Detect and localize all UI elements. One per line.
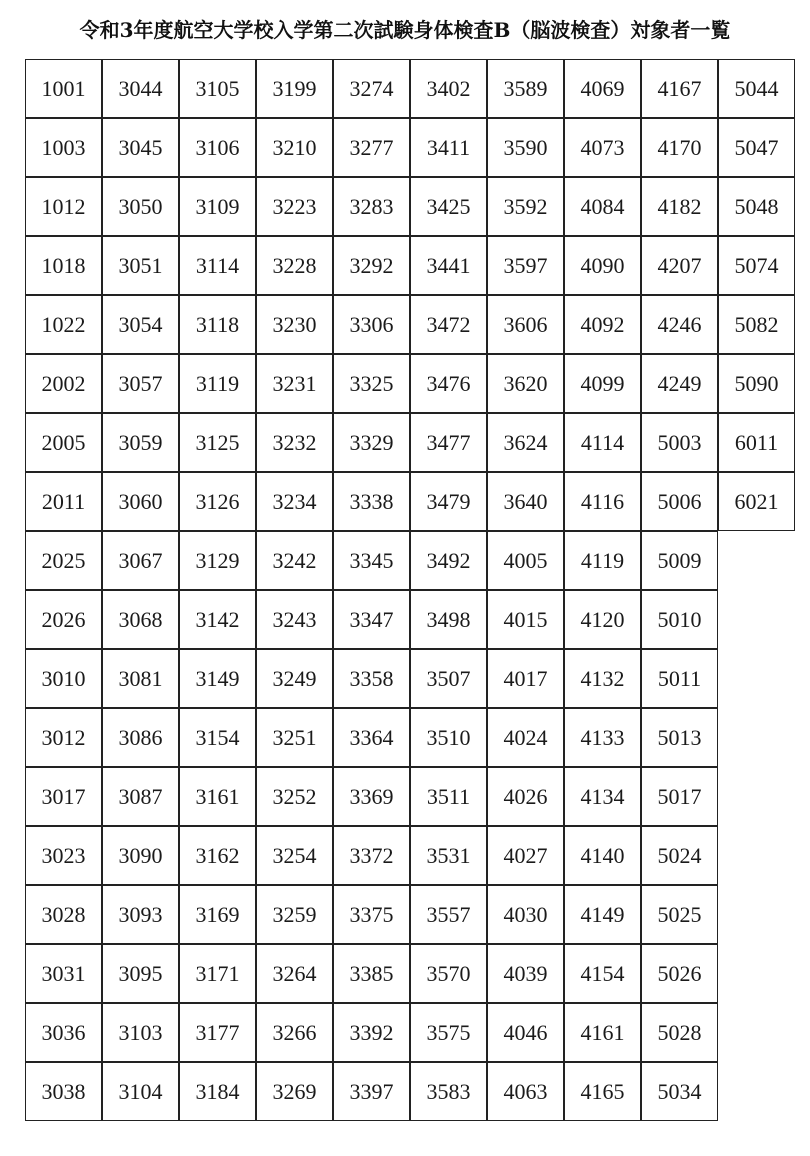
table-cell: 3507 (410, 649, 487, 708)
table-cell: 3010 (25, 649, 102, 708)
table-cell: 3372 (333, 826, 410, 885)
table-cell: 3068 (102, 590, 179, 649)
table-cell: 3338 (333, 472, 410, 531)
table-cell: 3177 (179, 1003, 256, 1062)
table-cell: 3269 (256, 1062, 333, 1121)
table-cell: 3044 (102, 59, 179, 118)
table-cell: 3060 (102, 472, 179, 531)
table-cell: 3472 (410, 295, 487, 354)
table-cell: 4133 (564, 708, 641, 767)
table-cell: 3017 (25, 767, 102, 826)
table-cell: 4092 (564, 295, 641, 354)
table-cell: 3531 (410, 826, 487, 885)
table-cell: 3234 (256, 472, 333, 531)
table-cell: 3057 (102, 354, 179, 413)
table-cell: 6011 (718, 413, 795, 472)
table-cell: 3364 (333, 708, 410, 767)
table-cell: 4116 (564, 472, 641, 531)
table-cell: 3325 (333, 354, 410, 413)
table-cell: 3277 (333, 118, 410, 177)
table-cell: 5048 (718, 177, 795, 236)
table-cell: 3570 (410, 944, 487, 1003)
table-cell: 4063 (487, 1062, 564, 1121)
table-cell: 3161 (179, 767, 256, 826)
table-cell: 3095 (102, 944, 179, 1003)
table-cell: 3476 (410, 354, 487, 413)
table-cell: 3510 (410, 708, 487, 767)
table-cell: 3184 (179, 1062, 256, 1121)
table-cell: 5074 (718, 236, 795, 295)
table-cell: 3640 (487, 472, 564, 531)
table-cell: 3347 (333, 590, 410, 649)
table-cell: 3345 (333, 531, 410, 590)
table-cell: 4132 (564, 649, 641, 708)
table-cell: 3090 (102, 826, 179, 885)
table-cell: 4069 (564, 59, 641, 118)
table-cell: 2026 (25, 590, 102, 649)
table-cell: 4017 (487, 649, 564, 708)
table-cell: 3274 (333, 59, 410, 118)
table-cell: 5009 (641, 531, 718, 590)
table-cell: 3059 (102, 413, 179, 472)
table-cell: 4090 (564, 236, 641, 295)
table-cell: 4099 (564, 354, 641, 413)
table-cell: 3054 (102, 295, 179, 354)
table-cell: 3425 (410, 177, 487, 236)
table-cell: 3104 (102, 1062, 179, 1121)
table-cell: 3051 (102, 236, 179, 295)
table-cell: 3606 (487, 295, 564, 354)
table-cell: 3624 (487, 413, 564, 472)
table-cell: 5028 (641, 1003, 718, 1062)
table-cell: 4134 (564, 767, 641, 826)
table-cell: 2011 (25, 472, 102, 531)
table-cell: 4182 (641, 177, 718, 236)
table-cell: 3230 (256, 295, 333, 354)
table-cell: 3114 (179, 236, 256, 295)
table-cell: 4170 (641, 118, 718, 177)
table-cell: 3093 (102, 885, 179, 944)
table-cell: 5082 (718, 295, 795, 354)
table-cell: 3597 (487, 236, 564, 295)
table-cell: 3086 (102, 708, 179, 767)
table-cell: 4246 (641, 295, 718, 354)
table-cell: 3592 (487, 177, 564, 236)
table-cell: 3375 (333, 885, 410, 944)
table-cell: 3036 (25, 1003, 102, 1062)
table-cell: 3162 (179, 826, 256, 885)
table-cell: 5047 (718, 118, 795, 177)
table-cell: 5026 (641, 944, 718, 1003)
table-cell: 4207 (641, 236, 718, 295)
table-cell: 4027 (487, 826, 564, 885)
table-cell: 2025 (25, 531, 102, 590)
table-cell: 3557 (410, 885, 487, 944)
table-cell: 3142 (179, 590, 256, 649)
table-cell: 4039 (487, 944, 564, 1003)
table-cell: 3105 (179, 59, 256, 118)
table-cell: 4073 (564, 118, 641, 177)
table-cell: 3283 (333, 177, 410, 236)
table-cell: 1003 (25, 118, 102, 177)
table-cell: 3038 (25, 1062, 102, 1121)
table-cell: 3583 (410, 1062, 487, 1121)
table-cell: 4046 (487, 1003, 564, 1062)
table-cell: 3589 (487, 59, 564, 118)
table-cell: 3118 (179, 295, 256, 354)
table-cell: 3031 (25, 944, 102, 1003)
table-cell: 3223 (256, 177, 333, 236)
table-cell: 3028 (25, 885, 102, 944)
table-cell: 3511 (410, 767, 487, 826)
table-cell: 3109 (179, 177, 256, 236)
table-cell: 3369 (333, 767, 410, 826)
table-cell: 3228 (256, 236, 333, 295)
table-cell: 4024 (487, 708, 564, 767)
table-cell: 2002 (25, 354, 102, 413)
table-cell: 5006 (641, 472, 718, 531)
table-cell: 1001 (25, 59, 102, 118)
table-cell: 3479 (410, 472, 487, 531)
page-title: 令和3年度航空大学校入学第二次試験身体検査B（脳波検査）対象者一覧 (79, 18, 731, 42)
table-cell: 4030 (487, 885, 564, 944)
table-cell: 5034 (641, 1062, 718, 1121)
table-cell: 3620 (487, 354, 564, 413)
table-cell: 3154 (179, 708, 256, 767)
table-cell: 3050 (102, 177, 179, 236)
table-cell: 5044 (718, 59, 795, 118)
table-cell: 1018 (25, 236, 102, 295)
table-cell: 3103 (102, 1003, 179, 1062)
table-cell: 3169 (179, 885, 256, 944)
table-cell: 3411 (410, 118, 487, 177)
table-cell: 4084 (564, 177, 641, 236)
table-cell: 3119 (179, 354, 256, 413)
table-cell: 4161 (564, 1003, 641, 1062)
table-cell: 3149 (179, 649, 256, 708)
table-cell: 5025 (641, 885, 718, 944)
table-cell: 4114 (564, 413, 641, 472)
table-cell: 4149 (564, 885, 641, 944)
table-cell: 3492 (410, 531, 487, 590)
table-cell: 3477 (410, 413, 487, 472)
table-cell: 3590 (487, 118, 564, 177)
table-cell: 3129 (179, 531, 256, 590)
table-cell: 3402 (410, 59, 487, 118)
table-cell: 3243 (256, 590, 333, 649)
table-cell: 3125 (179, 413, 256, 472)
table-cell: 3081 (102, 649, 179, 708)
table-cell: 3264 (256, 944, 333, 1003)
table-cell: 4015 (487, 590, 564, 649)
table-cell: 3266 (256, 1003, 333, 1062)
table-cell: 3067 (102, 531, 179, 590)
table-cell: 5013 (641, 708, 718, 767)
table-cell: 3199 (256, 59, 333, 118)
table-cell: 3210 (256, 118, 333, 177)
table-cell: 3292 (333, 236, 410, 295)
table-cell: 3012 (25, 708, 102, 767)
table-cell: 3441 (410, 236, 487, 295)
table-cell: 3023 (25, 826, 102, 885)
table-cell: 4165 (564, 1062, 641, 1121)
table-cell: 3171 (179, 944, 256, 1003)
table-cell: 3251 (256, 708, 333, 767)
table-cell: 4249 (641, 354, 718, 413)
table-cell: 5011 (641, 649, 718, 708)
table-cell: 3045 (102, 118, 179, 177)
table-cell: 3498 (410, 590, 487, 649)
table-cell: 4154 (564, 944, 641, 1003)
table-cell: 2005 (25, 413, 102, 472)
table-cell: 3254 (256, 826, 333, 885)
table-cell: 1022 (25, 295, 102, 354)
table-cell: 5003 (641, 413, 718, 472)
table-cell: 3358 (333, 649, 410, 708)
table-cell: 3306 (333, 295, 410, 354)
table-cell: 3329 (333, 413, 410, 472)
table-cell: 3249 (256, 649, 333, 708)
table-cell: 3259 (256, 885, 333, 944)
table-cell: 4167 (641, 59, 718, 118)
table-cell: 4120 (564, 590, 641, 649)
table-cell: 3087 (102, 767, 179, 826)
table-cell: 3392 (333, 1003, 410, 1062)
table-cell: 4005 (487, 531, 564, 590)
table-cell: 4119 (564, 531, 641, 590)
table-cell: 3232 (256, 413, 333, 472)
table-cell: 5090 (718, 354, 795, 413)
table-cell: 5024 (641, 826, 718, 885)
table-cell: 3231 (256, 354, 333, 413)
table-cell: 3126 (179, 472, 256, 531)
table-cell: 3385 (333, 944, 410, 1003)
table-cell: 3397 (333, 1062, 410, 1121)
table-cell: 3575 (410, 1003, 487, 1062)
table-cell: 6021 (718, 472, 795, 531)
table-cell: 3106 (179, 118, 256, 177)
table-cell: 3242 (256, 531, 333, 590)
table-cell: 5010 (641, 590, 718, 649)
table-cell: 1012 (25, 177, 102, 236)
table-cell: 5017 (641, 767, 718, 826)
table-cell: 4026 (487, 767, 564, 826)
table-cell: 3252 (256, 767, 333, 826)
table-cell: 4140 (564, 826, 641, 885)
